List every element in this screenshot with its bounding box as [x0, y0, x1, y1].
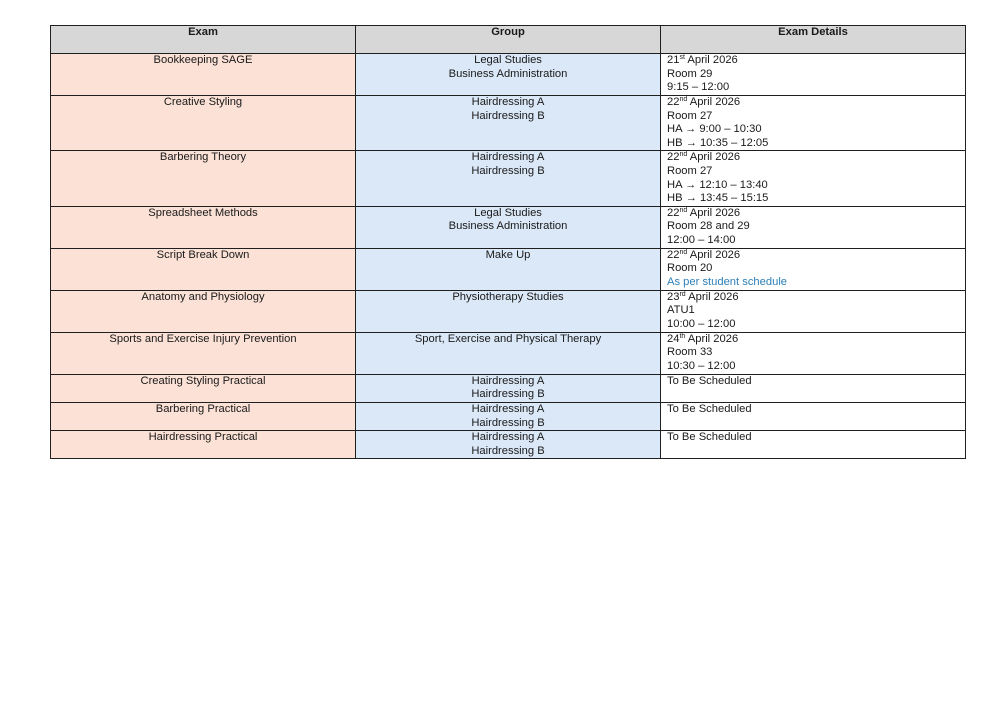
exam-detail-line: HB → 10:35 – 12:05 [667, 136, 769, 149]
exam-detail-line: Room 29 [667, 67, 713, 80]
group-cell [356, 374, 661, 402]
group-name: Hairdressing A [471, 402, 545, 415]
exam-name: Script Break Down [156, 248, 250, 261]
date-month-year: April 2026 [685, 290, 739, 303]
exam-date [667, 333, 965, 347]
exam-detail-line: HA → 9:00 – 10:30 [667, 123, 762, 136]
exam-date [667, 207, 965, 221]
table-row [51, 374, 966, 402]
table-row [51, 151, 966, 206]
group-name: Business Administration [448, 67, 568, 80]
date-month-year: April 2026 [685, 332, 739, 345]
table-row [51, 248, 966, 290]
exam-name-cell [51, 402, 356, 430]
exam-detail-line: 9:15 – 12:00 [667, 81, 730, 94]
exam-details-cell [661, 96, 966, 151]
table-row [51, 402, 966, 430]
date-month-year: April 2026 [687, 248, 741, 261]
exam-detail-line: 10:00 – 12:00 [667, 317, 736, 330]
exam-detail-line: HB → 13:45 – 15:15 [667, 192, 769, 205]
group-name: Hairdressing A [471, 374, 545, 387]
exam-detail-line: HA → 12:10 – 13:40 [667, 178, 768, 191]
group-name: Legal Studies [474, 54, 542, 66]
exam-details-cell [661, 290, 966, 332]
exam-date [667, 291, 965, 305]
exam-name: Anatomy and Physiology [141, 290, 265, 303]
exam-detail-line: Room 33 [667, 346, 713, 359]
exam-details-cell [661, 151, 966, 206]
group-cell [356, 54, 661, 96]
exam-detail-line: To Be Scheduled [667, 431, 752, 444]
table-row [51, 290, 966, 332]
exam-date [667, 96, 965, 110]
exam-name: Spreadsheet Methods [148, 206, 258, 219]
group-name: Make Up [485, 248, 531, 261]
date-day: 22 [667, 248, 680, 261]
date-ordinal-suffix: nd [679, 248, 688, 256]
table-row [51, 54, 966, 96]
group-cell [356, 290, 661, 332]
group-cell [356, 332, 661, 374]
exam-name-cell [51, 290, 356, 332]
exam-details-cell [661, 431, 966, 459]
exam-detail-line: 10:30 – 12:00 [667, 359, 736, 372]
date-day: 24 [667, 332, 680, 345]
exam-detail-line: Room 27 [667, 164, 713, 177]
exam-details-cell [661, 402, 966, 430]
exam-name-cell [51, 54, 356, 96]
table-row [51, 332, 966, 374]
group-cell [356, 402, 661, 430]
group-name: Sport, Exercise and Physical Therapy [414, 332, 602, 345]
date-month-year: April 2026 [684, 54, 738, 66]
exam-detail-line: To Be Scheduled [667, 374, 752, 387]
exam-detail-line: 12:00 – 14:00 [667, 233, 736, 246]
group-name: Hairdressing A [471, 151, 545, 164]
exam-details-cell [661, 206, 966, 248]
student-schedule-link[interactable]: As per student schedule [667, 275, 788, 288]
group-cell [356, 206, 661, 248]
exam-details-cell [661, 374, 966, 402]
exam-name-cell [51, 151, 356, 206]
table-row [51, 431, 966, 459]
date-ordinal-suffix: th [679, 332, 686, 340]
exam-detail-line: To Be Scheduled [667, 402, 752, 415]
date-ordinal-suffix: st [679, 54, 685, 61]
exam-detail-line: Room 27 [667, 109, 713, 122]
exam-name: Sports and Exercise Injury Prevention [109, 332, 297, 345]
date-month-year: April 2026 [687, 151, 741, 164]
table-row [51, 206, 966, 248]
date-ordinal-suffix: nd [679, 206, 688, 214]
exam-details-cell [661, 248, 966, 290]
table-row [51, 96, 966, 151]
exam-detail-line: ATU1 [667, 304, 695, 317]
date-ordinal-suffix: nd [679, 96, 688, 103]
date-day: 21 [667, 54, 680, 66]
header-group: Group [356, 26, 661, 54]
group-name: Physiotherapy Studies [452, 290, 564, 303]
group-name: Hairdressing A [471, 431, 545, 444]
group-name: Hairdressing B [471, 164, 545, 177]
header-exam-details: Exam Details [661, 26, 966, 54]
date-day: 22 [667, 206, 680, 219]
date-day: 22 [667, 96, 680, 108]
exam-name-cell [51, 96, 356, 151]
exam-name: Creating Styling Practical [140, 374, 266, 387]
exam-name: Barbering Theory [159, 151, 247, 164]
group-cell [356, 151, 661, 206]
exam-name-cell [51, 374, 356, 402]
group-cell [356, 96, 661, 151]
date-month-year: April 2026 [687, 206, 741, 219]
exam-name: Barbering Practical [155, 402, 251, 415]
exam-date [667, 54, 965, 68]
group-name: Hairdressing B [471, 444, 545, 457]
exam-name-cell [51, 206, 356, 248]
exam-details-cell [661, 332, 966, 374]
exam-name: Creative Styling [163, 96, 243, 108]
group-name: Hairdressing B [471, 109, 545, 122]
exam-detail-line: Room 20 [667, 262, 713, 275]
date-day: 23 [667, 290, 680, 303]
header-row [51, 26, 966, 54]
exam-date [667, 249, 965, 263]
group-name: Hairdressing A [471, 96, 545, 108]
header-exam: Exam [51, 26, 356, 54]
exam-schedule-table [50, 25, 966, 459]
group-name: Legal Studies [474, 206, 542, 219]
date-month-year: April 2026 [687, 96, 741, 108]
group-name: Hairdressing B [471, 388, 545, 401]
exam-details-cell [661, 54, 966, 96]
exam-name-cell [51, 431, 356, 459]
date-day: 22 [667, 151, 680, 164]
table-body [51, 54, 966, 459]
group-name: Hairdressing B [471, 416, 545, 429]
exam-name: Hairdressing Practical [148, 431, 258, 444]
exam-detail-line: Room 28 and 29 [667, 220, 750, 233]
group-cell [356, 248, 661, 290]
exam-date [667, 151, 965, 165]
group-name: Business Administration [448, 220, 568, 233]
exam-name: Bookkeeping SAGE [153, 54, 253, 66]
date-ordinal-suffix: nd [679, 151, 688, 159]
date-ordinal-suffix: rd [679, 290, 686, 298]
exam-name-cell [51, 248, 356, 290]
exam-name-cell [51, 332, 356, 374]
group-cell [356, 431, 661, 459]
